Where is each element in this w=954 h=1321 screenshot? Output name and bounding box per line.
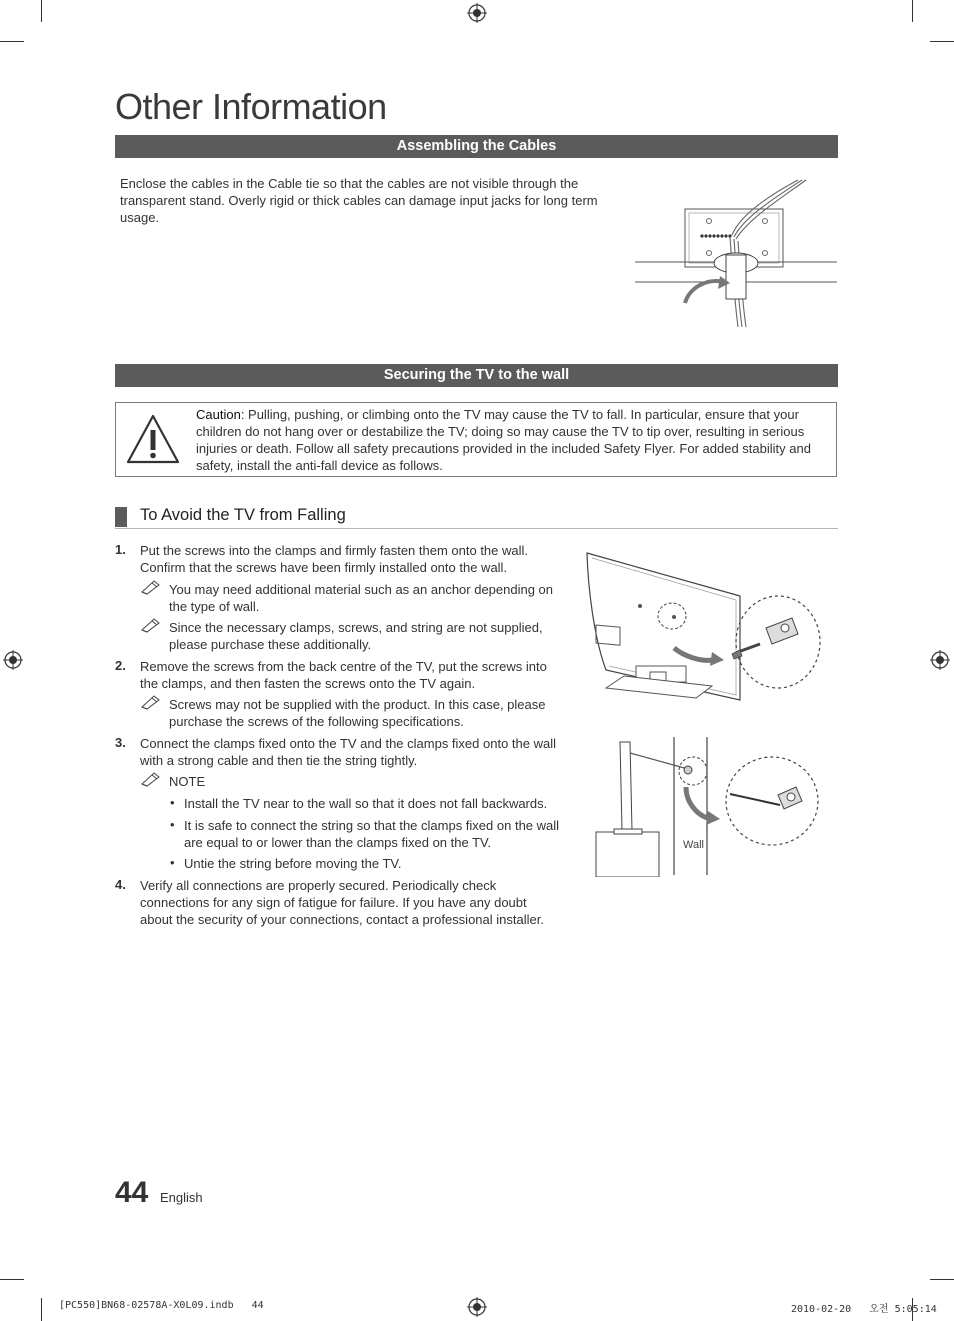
cable-tie-illustration [630, 175, 840, 330]
subheading-text: To Avoid the TV from Falling [140, 506, 346, 524]
caution-text: : Pulling, pushing, or climbing onto the TV may cause the TV to fall. In particular, ensure that your children do not hang over or destabilize the TV; doing so may cause the TV to tip over, resulting in serious injuries or death. Follow all safety precautions provided in the included Safety Flyer. For added stability and safety, install the anti-fall device as follows. [196, 407, 811, 473]
bullet-dot: • [170, 795, 175, 810]
bullet-dot: • [170, 855, 175, 870]
print-slug-right: 2010-02-20 오전 5:05:14 [791, 1304, 937, 1315]
section-heading-securing: Securing the TV to the wall [115, 364, 838, 387]
pencil-note-icon [140, 617, 162, 633]
note-text: Screws may not be supplied with the product. In this case, please purchase the screws of the following specifications. [169, 697, 546, 729]
note-label: NOTE [169, 774, 206, 789]
crop-mark [41, 1298, 42, 1321]
crop-mark [0, 41, 24, 42]
pencil-note-icon [140, 694, 162, 710]
note-text: Since the necessary clamps, screws, and string are not supplied, please purchase these additionally. [169, 620, 543, 652]
step-number: 1. [115, 542, 126, 557]
section-heading-assembling: Assembling the Cables [115, 135, 838, 158]
registration-mark-icon [930, 650, 950, 670]
step-number: 2. [115, 658, 126, 673]
assembling-text: Enclose the cables in the Cable tie so that the cables are not visible through the transparent stand. Overly rigid or thick cables can damage input jacks for long term usage. [120, 176, 598, 225]
bullet-text: Untie the string before moving the TV. [184, 856, 402, 871]
crop-mark [41, 0, 42, 22]
crop-mark [930, 1279, 954, 1280]
wall-label: Wall [683, 839, 704, 851]
page-number: 44 [115, 1176, 149, 1209]
bullet-dot: • [170, 817, 175, 832]
step-text: Connect the clamps fixed onto the TV and the clamps fixed onto the wall with a strong cable and then tie the string tightly. [140, 736, 556, 768]
page-title: Other Information [115, 86, 387, 127]
subheading-marker [115, 507, 127, 527]
pencil-note-icon [140, 579, 162, 595]
subheading-avoid-falling [115, 504, 838, 529]
step-number: 3. [115, 735, 126, 750]
bullet-text: Install the TV near to the wall so that it does not fall backwards. [184, 796, 548, 811]
tv-back-clamp-illustration [584, 548, 824, 718]
registration-mark-icon [467, 3, 487, 23]
registration-mark-icon [467, 1297, 487, 1317]
caution-label: Caution [196, 407, 241, 422]
tv-wall-string-illustration [594, 737, 824, 877]
pencil-note-icon [140, 771, 162, 787]
step-text: Verify all connections are properly secured. Periodically check connections for any sign of fatigue for failure. If you have any doubt about the security of your connections, contact a professional installer. [140, 878, 544, 927]
crop-mark [0, 1279, 24, 1280]
registration-mark-icon [3, 650, 23, 670]
warning-triangle-icon [125, 413, 181, 465]
note-text: You may need additional material such as an anchor depending on the type of wall. [169, 582, 554, 614]
print-slug-left: [PC550]BN68-02578A-X0L09.indb 44 [59, 1300, 264, 1311]
bullet-text: It is safe to connect the string so that the clamps fixed on the wall are equal to or lower than the clamps fixed on the TV. [184, 818, 560, 850]
step-text: Put the screws into the clamps and firmly fasten them onto the wall. Confirm that the screws have been firmly installed onto the wall. [140, 543, 529, 575]
crop-mark [912, 0, 913, 22]
crop-mark [930, 41, 954, 42]
step-text: Remove the screws from the back centre of the TV, put the screws into the clamps, and then fasten the screws onto the TV again. [140, 659, 547, 691]
caution-box [115, 402, 837, 477]
page-language: English [160, 1190, 203, 1205]
step-number: 4. [115, 877, 126, 892]
caution-paragraph [196, 406, 824, 474]
